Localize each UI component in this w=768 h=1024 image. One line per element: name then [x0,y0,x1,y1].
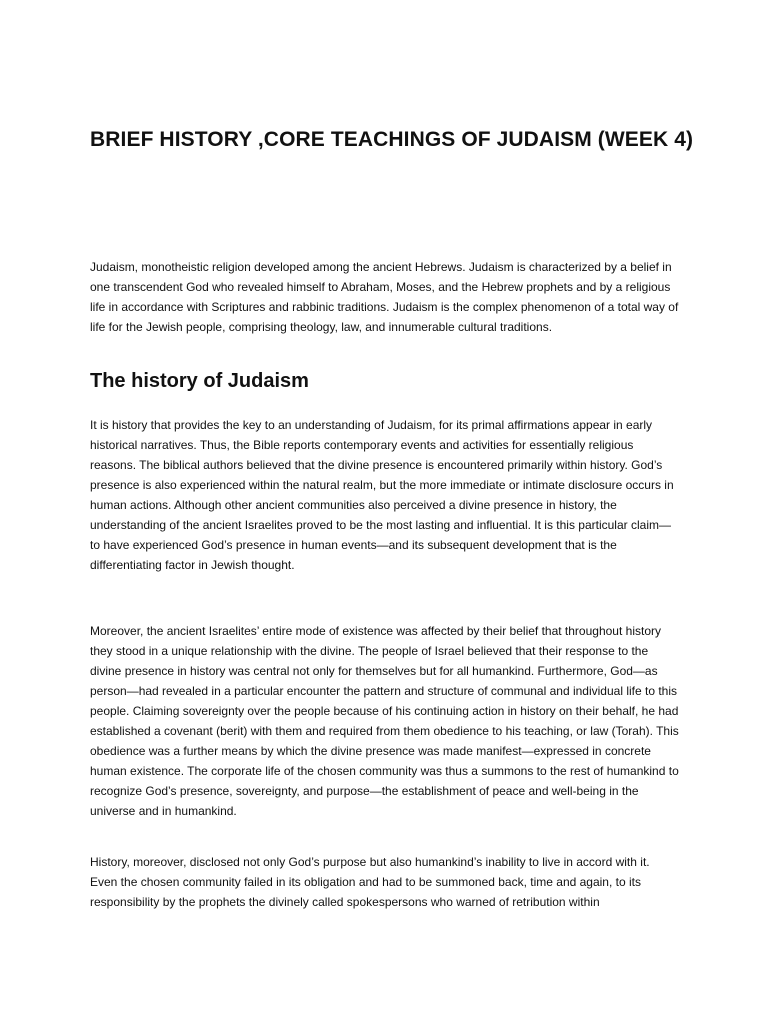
body-paragraph: It is history that provides the key to an understanding of Judaism, for its primal affirmations appear in early historical narratives. Thus, the Bible reports contemporary events and activities for essentially religious reasons. The biblical authors believed that the divine presence is encountered primarily within history. God’s presence is also experienced within the natural realm, but the more immediate or intimate disclosure occurs in human actions. Although other ancient communities also perceived a divine presence in history, the understanding of the ancient Israelites proved to be the most lasting and influential. It is this particular claim—to have experienced God’s presence in human events—and its subsequent development that is the differentiating factor in Jewish thought. [90,418,674,572]
intro-paragraph: Judaism, monotheistic religion developed among the ancient Hebrews. Judaism is characterized by a belief in one transcendent God who revealed himself to Abraham, Moses, and the Hebrew prophets and by a religious life in accordance with Scriptures and rabbinic traditions. Judaism is the complex phenomenon of a total way of life for the Jewish people, comprising theology, law, and innumerable cultural traditions. [90,260,679,334]
document-title: BRIEF HISTORY ,CORE TEACHINGS OF JUDAISM (WEEK 4) [90,128,694,151]
body-paragraph: Moreover, the ancient Israelites’ entire mode of existence was affected by their belief that throughout history they stood in a unique relationship with the divine. The people of Israel believed that their response to the divine presence in history was central not only for themselves but for all humankind. Furthermore, God—as person—had revealed in a particular encounter the pattern and structure of communal and individual life to this people. Claiming sovereignty over the people because of his continuing action in history on their behalf, he had established a covenant (berit) with them and required from them obedience to his teaching, or law (Torah). This obedience was a further means by which the divine presence was made manifest—expressed in concrete human existence. The corporate life of the chosen community was thus a summons to the rest of humankind to recognize God’s presence, sovereignty, and purpose—the establishment of peace and well-being in the universe and in humankind. [90,624,679,818]
body-paragraph: History, moreover, disclosed not only God’s purpose but also humankind’s inability to live in accord with it. Even the chosen community failed in its obligation and had to be summoned back, time and again, to its responsibility by the prophets the divinely called spokespersons who warned of retribution within [90,855,650,909]
section-heading: The history of Judaism [90,370,309,392]
